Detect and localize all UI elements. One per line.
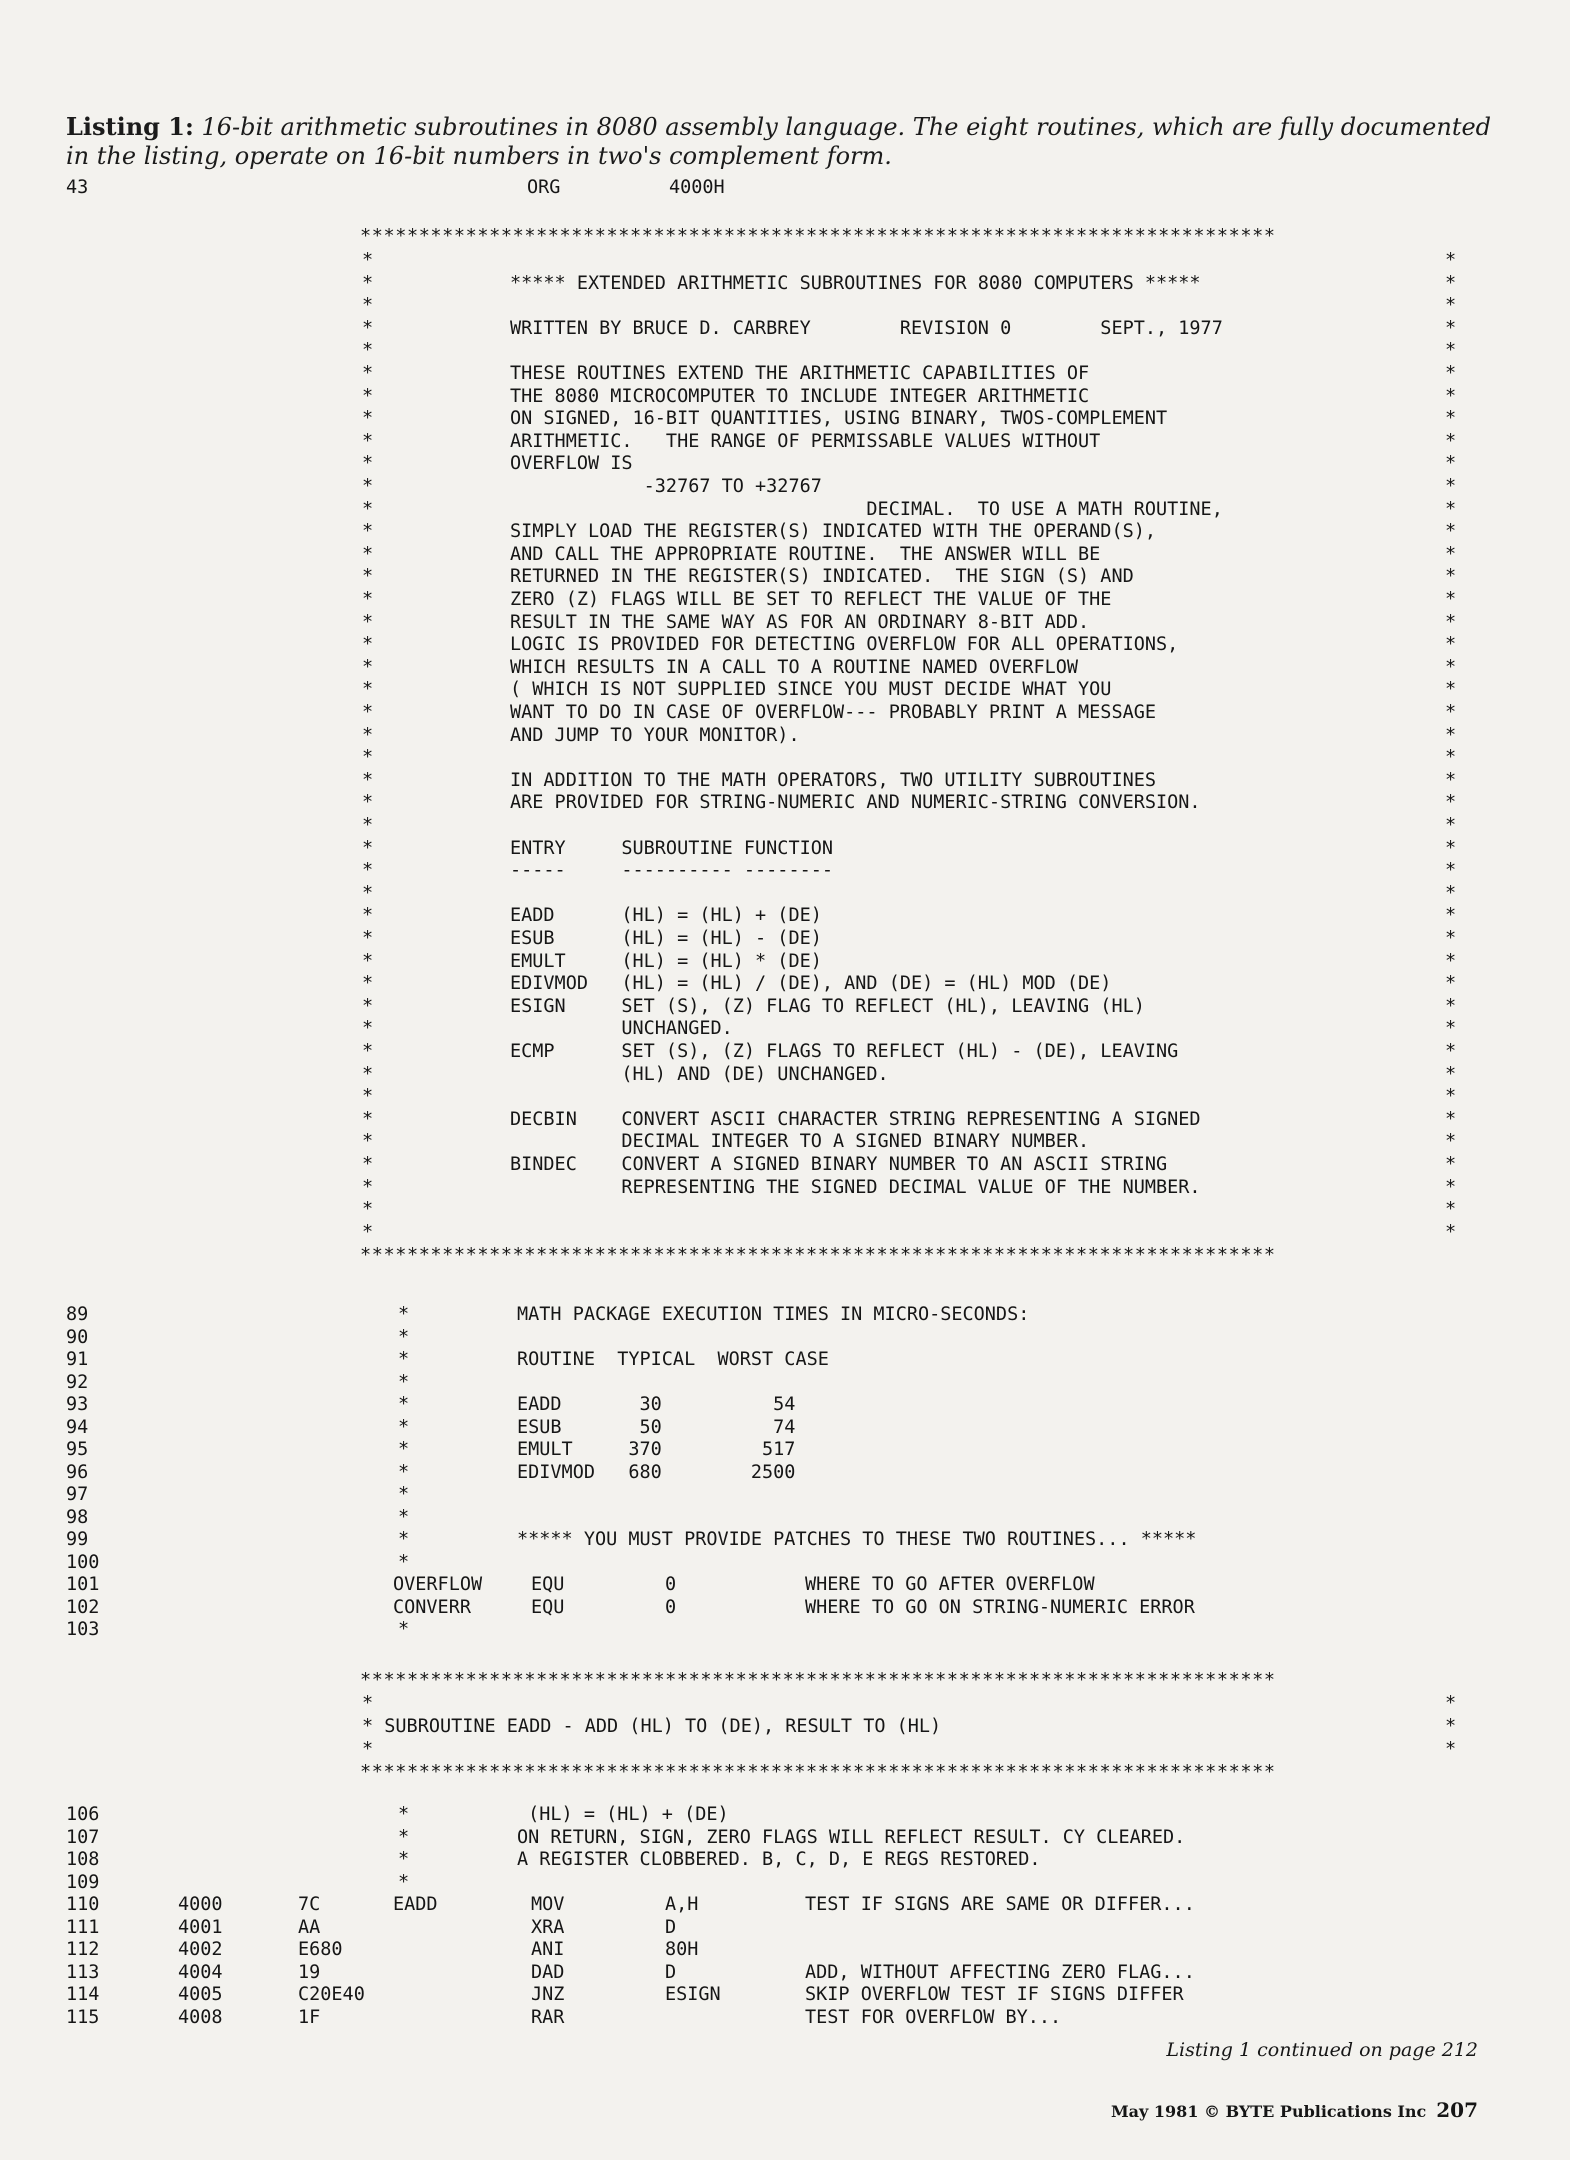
star-right: * <box>1445 882 1457 904</box>
box-text-line: OVERFLOW IS <box>510 453 633 475</box>
object-code: 1F <box>298 2006 321 2028</box>
star-right: * <box>1445 995 1457 1017</box>
star-left: * <box>362 1063 374 1085</box>
line-number: 108 <box>66 1849 100 1870</box>
star-left: * <box>362 430 374 452</box>
star-right: * <box>1445 566 1457 588</box>
line-number: 103 <box>66 1619 100 1640</box>
object-code: E680 <box>298 1939 343 1960</box>
comment-star: * <box>398 1416 410 1438</box>
star-right: * <box>1445 1199 1457 1221</box>
box-text-line: BINDEC CONVERT A SIGNED BINARY NUMBER TO AN ASCII STRING <box>510 1154 1168 1175</box>
comment-star: * <box>398 1826 410 1848</box>
continued-note: Listing 1 continued on page 212 <box>1166 2039 1478 2061</box>
comment: ADD, WITHOUT AFFECTING ZERO FLAG... <box>805 1961 1195 1983</box>
comment: TEST IF SIGNS ARE SAME OR DIFFER... <box>805 1894 1195 1915</box>
star-left: * <box>362 1086 374 1108</box>
comment-text: EMULT 370 517 <box>517 1439 796 1460</box>
star-right: * <box>1445 408 1457 430</box>
star-left: * <box>362 1199 374 1221</box>
line-number: 91 <box>66 1349 89 1370</box>
star-left: * <box>362 656 374 678</box>
star-left: * <box>362 1018 374 1040</box>
comment-text: ROUTINE TYPICAL WORST CASE <box>517 1349 829 1370</box>
star-right: * <box>1445 702 1457 723</box>
comment-star: * <box>398 1551 410 1573</box>
star-right: * <box>1445 317 1457 339</box>
listing-caption <box>66 112 1506 171</box>
star-right: * <box>1445 295 1457 317</box>
label: OVERFLOW <box>393 1574 483 1595</box>
line-number: 96 <box>66 1461 89 1483</box>
org-opcode: ORG <box>527 177 561 198</box>
box-text-line: WRITTEN BY BRUCE D. CARBREY REVISION 0 SEPT., 1977 <box>510 317 1223 339</box>
comment-star: * <box>398 1326 410 1348</box>
opcode: DAD <box>531 1961 565 1983</box>
star-left: * <box>362 792 374 814</box>
box-text-line: SIMPLY LOAD THE REGISTER(S) INDICATED WITH THE OPERAND(S), <box>510 521 1157 543</box>
star-left: * <box>362 476 374 497</box>
label: CONVERR <box>393 1596 471 1618</box>
line-number: 93 <box>66 1394 89 1415</box>
star-left: * <box>362 905 374 927</box>
star-right: * <box>1445 860 1457 882</box>
box-text-line: ARE PROVIDED FOR STRING-NUMERIC AND NUMERIC-STRING CONVERSION. <box>510 792 1201 814</box>
star-right: * <box>1445 521 1457 543</box>
box-text-line: ECMP SET (S), (Z) FLAGS TO REFLECT (HL) - (DE), LEAVING <box>510 1041 1179 1062</box>
comment-text: EADD 30 54 <box>517 1394 796 1415</box>
line-number: 110 <box>66 1894 100 1915</box>
star-right: * <box>1445 250 1457 271</box>
page-number: 207 <box>1436 2098 1478 2122</box>
star-right: * <box>1445 837 1457 859</box>
star-right: * <box>1445 340 1457 362</box>
star-right: * <box>1445 905 1457 927</box>
star-right: * <box>1445 792 1457 814</box>
star-right: * <box>1445 1086 1457 1108</box>
star-border-top: ****************************************************************************** <box>360 226 1276 247</box>
star-right: * <box>1445 1176 1457 1198</box>
star-right: * <box>1445 973 1457 995</box>
address: 4001 <box>178 1916 223 1938</box>
opcode: XRA <box>531 1916 565 1938</box>
star-right: * <box>1445 747 1457 769</box>
star-left: * <box>362 295 374 317</box>
opcode: ANI <box>531 1939 565 1960</box>
comment-star: * <box>398 1871 410 1893</box>
star-left: * <box>362 702 374 723</box>
star-left: * <box>362 521 374 543</box>
line-number: 101 <box>66 1574 100 1595</box>
line-number: 114 <box>66 1984 100 2005</box>
comment-text: MATH PACKAGE EXECUTION TIMES IN MICRO-SECONDS: <box>517 1304 1030 1325</box>
comment-text: A REGISTER CLOBBERED. B, C, D, E REGS RESTORED. <box>517 1849 1041 1870</box>
address: 4004 <box>178 1961 223 1983</box>
star-left: * <box>362 1693 374 1714</box>
label: EADD <box>393 1894 438 1915</box>
star-left: * <box>362 634 374 656</box>
opcode: EQU <box>531 1596 565 1618</box>
box-text-line: EMULT (HL) = (HL) * (DE) <box>510 950 822 972</box>
star-left: * <box>362 995 374 1017</box>
star-left: * <box>362 1154 374 1175</box>
comment-text: ON RETURN, SIGN, ZERO FLAGS WILL REFLECT RESULT. CY CLEARED. <box>517 1826 1186 1848</box>
comment-star: * <box>398 1349 410 1370</box>
comment-star: * <box>398 1484 410 1505</box>
star-left: * <box>362 1221 374 1243</box>
box-text-line: AND CALL THE APPROPRIATE ROUTINE. THE ANSWER WILL BE <box>510 543 1101 565</box>
opcode: RAR <box>531 2006 565 2028</box>
address: 4002 <box>178 1939 223 1960</box>
star-left: * <box>362 543 374 565</box>
object-code: 7C <box>298 1894 321 1915</box>
star-right: * <box>1445 950 1457 972</box>
box-text-line: EADD (HL) = (HL) + (DE) <box>510 905 822 927</box>
star-right: * <box>1445 724 1457 746</box>
line-number: 94 <box>66 1416 89 1438</box>
star-right: * <box>1445 1154 1457 1175</box>
comment-star: * <box>398 1804 410 1825</box>
star-right: * <box>1445 611 1457 633</box>
star-left: * <box>362 498 374 520</box>
star-left: * <box>362 747 374 769</box>
comment-star: * <box>398 1461 410 1483</box>
operand: 80H <box>665 1939 699 1960</box>
box-text-line: IN ADDITION TO THE MATH OPERATORS, TWO UTILITY SUBROUTINES <box>510 769 1157 791</box>
box-text-line: DECIMAL INTEGER TO A SIGNED BINARY NUMBER. <box>510 1131 1090 1153</box>
comment: SKIP OVERFLOW TEST IF SIGNS DIFFER <box>805 1984 1184 2005</box>
comment-star: * <box>398 1439 410 1460</box>
caption-lead: Listing 1: <box>66 112 194 141</box>
address: 4000 <box>178 1894 223 1915</box>
box-text-line: WHICH RESULTS IN A CALL TO A ROUTINE NAMED OVERFLOW <box>510 656 1079 678</box>
comment-star: * <box>398 1506 410 1528</box>
star-right: * <box>1445 589 1457 610</box>
caption-text: 16-bit arithmetic subroutines in 8080 assembly language. The eight routines, which are fully documented in the listing, operate on 16-bit numbers in two's complement form. <box>66 113 1492 170</box>
box-text-line: ***** EXTENDED ARITHMETIC SUBROUTINES FOR 8080 COMPUTERS ***** <box>510 272 1201 294</box>
star-right: * <box>1445 498 1457 520</box>
star-right: * <box>1445 634 1457 656</box>
star-left: * <box>362 815 374 836</box>
star-border-bottom: ****************************************************************************** <box>360 1762 1276 1783</box>
org-operand: 4000H <box>669 177 725 198</box>
operand: 0 <box>665 1574 677 1595</box>
box-text-line: (HL) AND (DE) UNCHANGED. <box>510 1063 889 1085</box>
star-right: * <box>1445 1693 1457 1714</box>
box-text-line: RESULT IN THE SAME WAY AS FOR AN ORDINARY 8-BIT ADD. <box>510 611 1090 633</box>
box-text-line: REPRESENTING THE SIGNED DECIMAL VALUE OF THE NUMBER. <box>510 1176 1201 1198</box>
box-text-line: RETURNED IN THE REGISTER(S) INDICATED. THE SIGN (S) AND <box>510 566 1134 588</box>
comment-star: * <box>398 1304 410 1325</box>
comment-text: (HL) = (HL) + (DE) <box>517 1804 729 1825</box>
star-left: * <box>362 363 374 384</box>
box-title: * SUBROUTINE EADD - ADD (HL) TO (DE), RESULT TO (HL) <box>362 1716 942 1737</box>
line-number: 113 <box>66 1961 100 1983</box>
star-right: * <box>1445 1063 1457 1085</box>
box-text-line: ON SIGNED, 16-BIT QUANTITIES, USING BINARY, TWOS-COMPLEMENT <box>510 408 1168 430</box>
org-line <box>0 176 725 199</box>
box-text-line: EDIVMOD (HL) = (HL) / (DE), AND (DE) = (HL) MOD (DE) <box>510 973 1112 995</box>
comment-star: * <box>398 1394 410 1415</box>
star-right: * <box>1445 928 1457 949</box>
star-left: * <box>362 769 374 791</box>
line-number: 107 <box>66 1826 100 1848</box>
box-text-line: ZERO (Z) FLAGS WILL BE SET TO REFLECT THE VALUE OF THE <box>510 589 1112 610</box>
star-right: * <box>1445 769 1457 791</box>
object-code: 19 <box>298 1961 321 1983</box>
operand: A,H <box>665 1894 699 1915</box>
box-text-line: -32767 TO +32767 <box>510 476 822 497</box>
line-number: 111 <box>66 1916 100 1938</box>
star-right: * <box>1445 656 1457 678</box>
star-left: * <box>362 272 374 294</box>
address: 4008 <box>178 2006 223 2028</box>
line-number: 106 <box>66 1804 100 1825</box>
line-number: 43 <box>66 177 89 198</box>
line-number: 115 <box>66 2006 100 2028</box>
box-text-line: DECIMAL. TO USE A MATH ROUTINE, <box>510 498 1223 520</box>
opcode: MOV <box>531 1894 565 1915</box>
star-right: * <box>1445 1221 1457 1243</box>
star-border-top: ****************************************************************************** <box>360 1670 1276 1691</box>
star-left: * <box>362 1041 374 1062</box>
star-left: * <box>362 882 374 904</box>
star-left: * <box>362 611 374 633</box>
star-left: * <box>362 589 374 610</box>
comment-text: ***** YOU MUST PROVIDE PATCHES TO THESE TWO ROUTINES... ***** <box>517 1529 1197 1550</box>
star-left: * <box>362 679 374 701</box>
comment: WHERE TO GO AFTER OVERFLOW <box>805 1574 1095 1595</box>
box-text-line: THE 8080 MICROCOMPUTER TO INCLUDE INTEGER ARITHMETIC <box>510 385 1090 407</box>
opcode: EQU <box>531 1574 565 1595</box>
box-text-line: ( WHICH IS NOT SUPPLIED SINCE YOU MUST DECIDE WHAT YOU <box>510 679 1112 701</box>
line-number: 99 <box>66 1529 89 1550</box>
star-left: * <box>362 860 374 882</box>
page-footer <box>1111 2098 1478 2122</box>
star-left: * <box>362 566 374 588</box>
line-number: 98 <box>66 1506 89 1528</box>
operand: ESIGN <box>665 1984 721 2005</box>
box-text-line: AND JUMP TO YOUR MONITOR). <box>510 724 800 746</box>
comment-star: * <box>398 1371 410 1393</box>
star-left: * <box>362 385 374 407</box>
star-right: * <box>1445 476 1457 497</box>
star-right: * <box>1445 385 1457 407</box>
box-text-line: UNCHANGED. <box>510 1018 733 1040</box>
address: 4005 <box>178 1984 223 2005</box>
star-left: * <box>362 453 374 475</box>
star-left: * <box>362 837 374 859</box>
box-text-line: ENTRY SUBROUTINE FUNCTION <box>510 837 834 859</box>
line-number: 90 <box>66 1326 89 1348</box>
comment-star: * <box>398 1849 410 1870</box>
star-right: * <box>1445 1041 1457 1062</box>
comment: WHERE TO GO ON STRING-NUMERIC ERROR <box>805 1596 1195 1618</box>
comment-star: * <box>398 1619 410 1640</box>
star-right: * <box>1445 1739 1457 1760</box>
line-number: 95 <box>66 1439 89 1460</box>
line-number: 109 <box>66 1871 100 1893</box>
star-left: * <box>362 928 374 949</box>
line-number: 97 <box>66 1484 89 1505</box>
star-right: * <box>1445 1131 1457 1153</box>
star-left: * <box>362 1176 374 1198</box>
star-right: * <box>1445 1018 1457 1040</box>
box-text-line: DECBIN CONVERT ASCII CHARACTER STRING REPRESENTING A SIGNED <box>510 1108 1201 1130</box>
publication-line: May 1981 © BYTE Publications Inc <box>1110 2102 1427 2121</box>
comment-star: * <box>398 1529 410 1550</box>
line-number: 112 <box>66 1939 100 1960</box>
star-right: * <box>1445 363 1457 384</box>
star-left: * <box>362 950 374 972</box>
star-left: * <box>362 1108 374 1130</box>
opcode: JNZ <box>531 1984 565 2005</box>
star-left: * <box>362 1739 374 1760</box>
operand: 0 <box>665 1596 677 1618</box>
comment-text: EDIVMOD 680 2500 <box>517 1461 796 1483</box>
object-code: AA <box>298 1916 321 1938</box>
line-number: 100 <box>66 1551 100 1573</box>
box-text-line: ----- ---------- -------- <box>510 860 834 882</box>
operand: D <box>665 1916 677 1938</box>
star-left: * <box>362 250 374 271</box>
operand: D <box>665 1961 677 1983</box>
star-right: * <box>1445 1716 1457 1737</box>
star-right: * <box>1445 1108 1457 1130</box>
star-border-bottom: ****************************************************************************** <box>360 1245 1276 1266</box>
line-number: 92 <box>66 1371 89 1393</box>
star-right: * <box>1445 543 1457 565</box>
line-number: 89 <box>66 1304 89 1325</box>
star-right: * <box>1445 453 1457 475</box>
star-left: * <box>362 408 374 430</box>
star-right: * <box>1445 272 1457 294</box>
box-text-line: THESE ROUTINES EXTEND THE ARITHMETIC CAPABILITIES OF <box>510 363 1090 384</box>
box-text-line: ESUB (HL) = (HL) - (DE) <box>510 928 822 949</box>
object-code: C20E40 <box>298 1984 365 2005</box>
star-left: * <box>362 340 374 362</box>
star-left: * <box>362 724 374 746</box>
comment-text: ESUB 50 74 <box>517 1416 796 1438</box>
box-text-line: LOGIC IS PROVIDED FOR DETECTING OVERFLOW FOR ALL OPERATIONS, <box>510 634 1179 656</box>
line-number: 102 <box>66 1596 100 1618</box>
box-text-line: WANT TO DO IN CASE OF OVERFLOW--- PROBABLY PRINT A MESSAGE <box>510 702 1157 723</box>
star-right: * <box>1445 430 1457 452</box>
star-left: * <box>362 973 374 995</box>
box-text-line: ESIGN SET (S), (Z) FLAG TO REFLECT (HL), LEAVING (HL) <box>510 995 1145 1017</box>
star-right: * <box>1445 815 1457 836</box>
comment: TEST FOR OVERFLOW BY... <box>805 2006 1062 2028</box>
box-text-line: ARITHMETIC. THE RANGE OF PERMISSABLE VALUES WITHOUT <box>510 430 1101 452</box>
star-right: * <box>1445 679 1457 701</box>
star-left: * <box>362 317 374 339</box>
star-left: * <box>362 1131 374 1153</box>
